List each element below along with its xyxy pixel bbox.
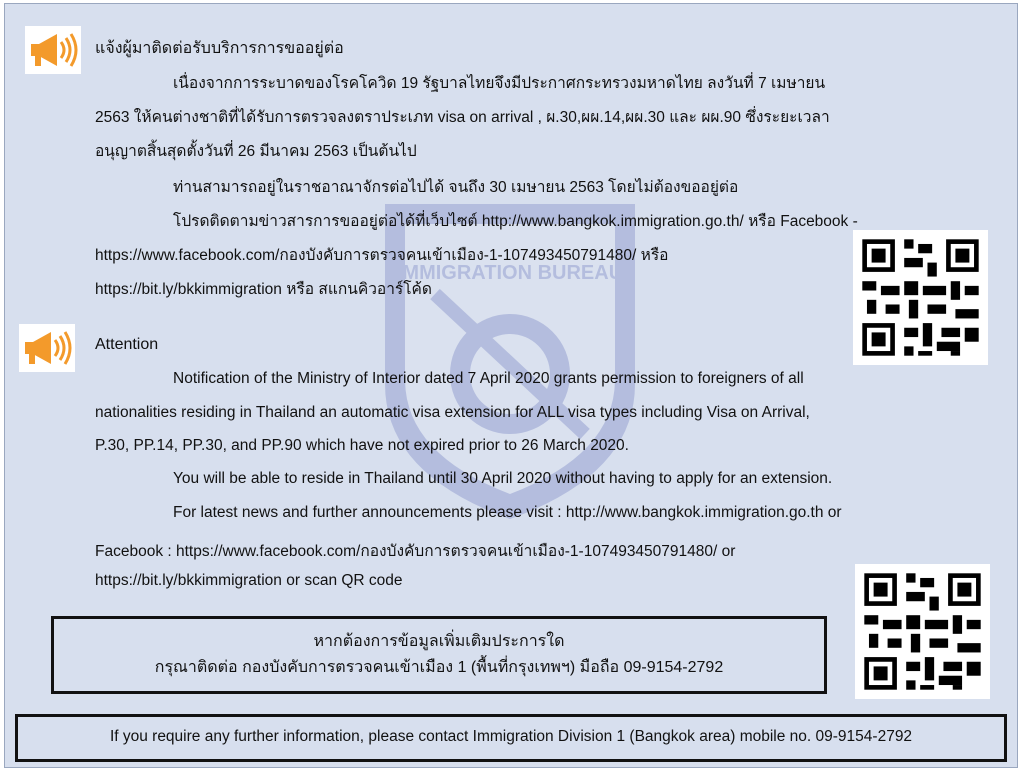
- english-contact-box: [15, 714, 1007, 762]
- thai-paragraph-1-line-1: เนื่องจากการระบาดของโรคโควิด 19 รัฐบาลไทยจึงมีประกาศกระทรวงมหาดไทย ลงวันที่ 7 เมษายน: [173, 75, 826, 92]
- english-paragraph-2: You will be able to reside in Thailand until 30 April 2020 without having to apply for an extension.: [173, 470, 833, 487]
- english-paragraph-1-line-2: nationalities residing in Thailand an automatic visa extension for ALL visa types including Visa on Arrival,: [95, 404, 810, 421]
- english-paragraph-1-line-3: P.30, PP.14, PP.30, and PP.90 which have not expired prior to 26 March 2020.: [95, 437, 629, 454]
- notice-panel: [4, 3, 1018, 768]
- english-heading: Attention: [95, 336, 159, 353]
- qr-code-icon: [853, 230, 988, 365]
- thai-contact-box: [51, 616, 827, 694]
- english-paragraph-1-line-1: Notification of the Ministry of Interior dated 7 April 2020 grants permission to foreigners of all: [173, 370, 804, 387]
- thai-contact-line-2: กรุณาติดต่อ กองบังคับการตรวจคนเข้าเมือง 1 (พื้นที่กรุงเทพฯ) มือถือ 09-9154-2792: [154, 659, 724, 676]
- thai-heading: แจ้งผู้มาติดต่อรับบริการการขออยู่ต่อ: [95, 40, 344, 57]
- thai-paragraph-1-line-2: 2563 ให้คนต่างชาติที่ได้รับการตรวจลงตราประเภท visa on arrival , ผ.30,ผผ.14,ผผ.30 และ ผผ.90 ซึ่งระยะเวลา: [95, 109, 830, 126]
- thai-paragraph-3-line-2: https://www.facebook.com/กองบังคับการตรวจคนเข้าเมือง-1-107493450791480/ หรือ: [95, 247, 669, 264]
- english-contact-line: If you require any further information, please contact Immigration Division 1 (Bangkok area) mobile no. 09-9154-2792: [109, 728, 913, 745]
- english-paragraph-3-line-2: Facebook : https://www.facebook.com/กองบังคับการตรวจคนเข้าเมือง-1-107493450791480/ or: [95, 543, 736, 560]
- thai-paragraph-1-line-3: อนุญาตสิ้นสุดตั้งวันที่ 26 มีนาคม 2563 เป็นต้นไป: [95, 143, 417, 160]
- english-paragraph-3-line-1: For latest news and further announcements please visit : http://www.bangkok.immigration.go.th or: [173, 504, 842, 521]
- thai-paragraph-3-line-3: https://bit.ly/bkkimmigration หรือ สแกนคิวอาร์โค้ด: [95, 281, 432, 298]
- thai-paragraph-3-line-1: โปรดติดตามข่าวสารการขออยู่ต่อได้ที่เว็บไซต์ http://www.bangkok.immigration.go.th/ หรือ Facebook -: [173, 213, 858, 230]
- watermark-text: IMMIGRATION BUREAU: [396, 262, 624, 284]
- qr-code-icon: [855, 564, 990, 699]
- megaphone-icon: [25, 26, 81, 74]
- megaphone-icon: [19, 324, 75, 372]
- thai-paragraph-2: ท่านสามารถอยู่ในราชอาณาจักรต่อไปได้ จนถึง 30 เมษายน 2563 โดยไม่ต้องขออยู่ต่อ: [173, 179, 739, 196]
- english-paragraph-3-line-3: https://bit.ly/bkkimmigration or scan QR code: [95, 572, 403, 589]
- thai-contact-line-1: หากต้องการข้อมูลเพิ่มเติมประการใด: [313, 633, 565, 650]
